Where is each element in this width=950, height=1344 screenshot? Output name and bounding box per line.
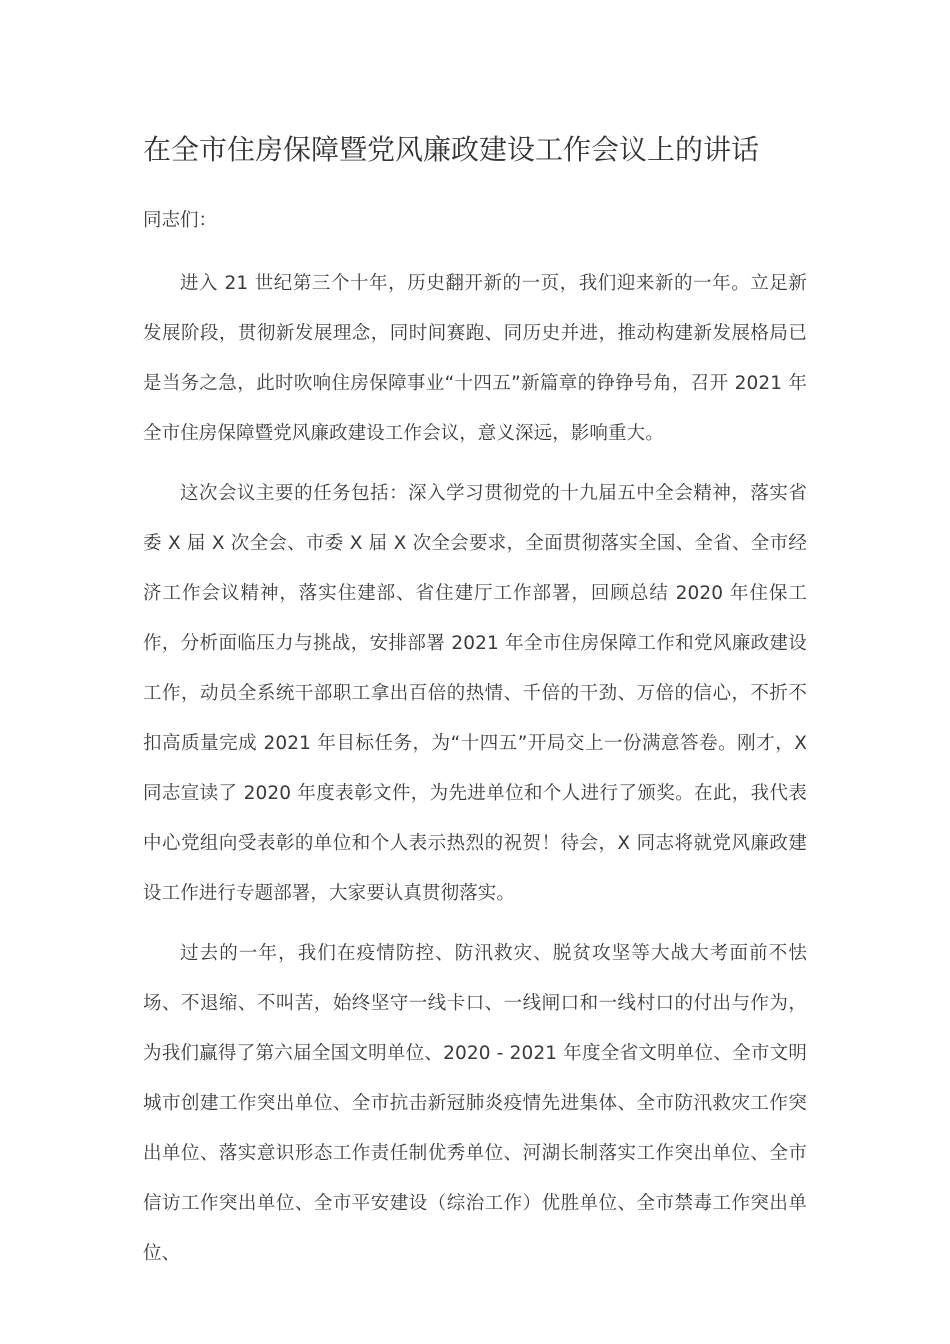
greeting-line: 同志们： <box>143 210 218 231</box>
document-title: 在全市住房保障暨党风廉政建设工作会议上的讲话 <box>143 133 760 166</box>
paragraph-1: 进入 21 世纪第三个十年，历史翻开新的一页，我们迎来新的一年。立足新发展阶段，贯彻新发展理念，同时间赛跑、同历史并进，推动构建新发展格局已是当务之急，此时吹响住房保障事业“十四五”新篇章的铮铮号角，召开 2021 年全市住房保障暨党风廉政建设工作会议，意义深远，影响重大。 <box>143 273 807 444</box>
paragraph-3: 过去的一年，我们在疫情防控、防汛救灾、脱贫攻坚等大战大考面前不怯场、不退缩、不叫苦，始终坚守一线卡口、一线闸口和一线村口的付出与作为，为我们赢得了第六届全国文明单位、2020 - 2021 年度全省文明单位、全市文明城市创建工作突出单位、全市抗击新冠肺炎疫情先进集体、全市防汛救灾工作突出单位、落实意识形态工作责任制优秀单位、河湖长制落实工作突出单位、全市信访工作突出单位、全市平安建设（综治工作）优胜单位、全市禁毒工作突出单位、 <box>143 943 807 1264</box>
paragraph-2: 这次会议主要的任务包括：深入学习贯彻党的十九届五中全会精神，落实省委 X 届 X 次全会、市委 X 届 X 次全会要求，全面贯彻落实全国、全省、全市经济工作会议精神，落实住建部、省住建厅工作部署，回顾总结 2020 年住保工作，分析面临压力与挑战，安排部署 2021 年全市住房保障工作和党风廉政建设工作，动员全系统干部职工拿出百倍的热情、千倍的干劲、万倍的信心，不折不扣高质量完成 2021 年目标任务，为“十四五”开局交上一份满意答卷。刚才，X 同志宣读了 2020 年度表彰文件，为先进单位和个人进行了颁奖。在此，我代表中心党组向受表彰的单位和个人表示热烈的祝贺！待会，X 同志将就党风廉政建设工作进行专题部署，大家要认真贯彻落实。 <box>143 483 807 904</box>
